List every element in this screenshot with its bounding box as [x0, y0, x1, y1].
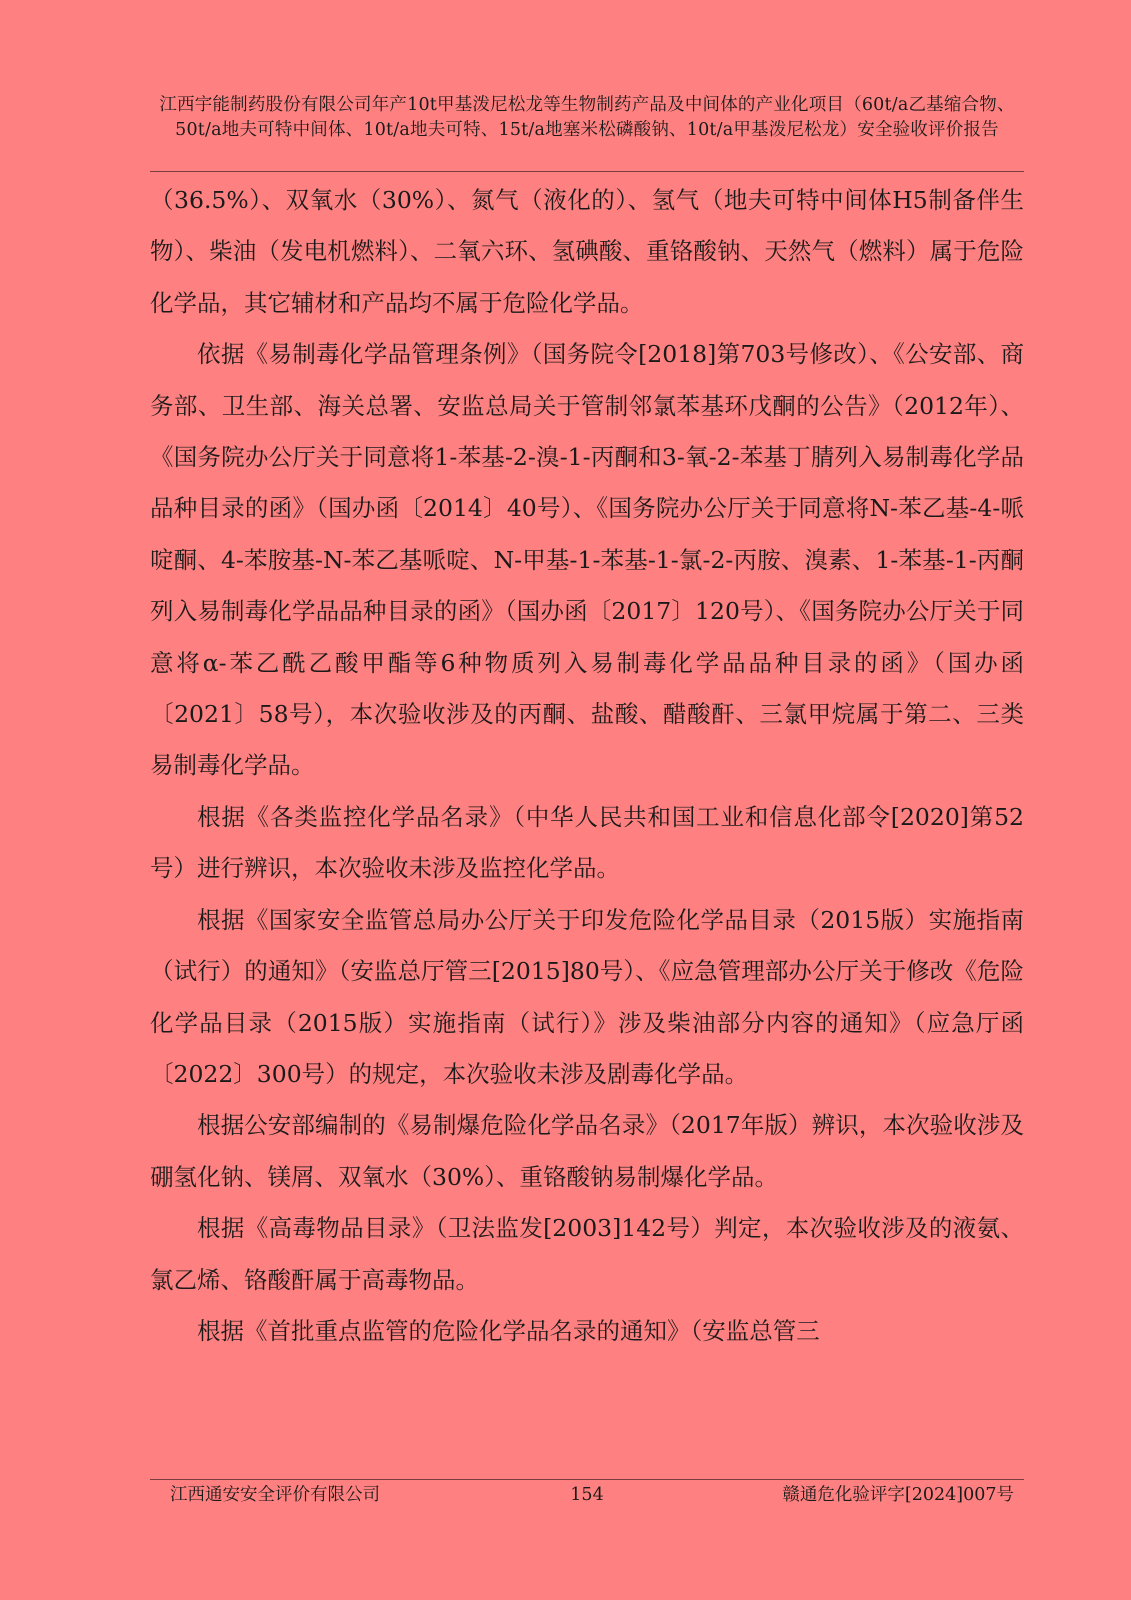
document-number: 赣通危化验评字[2024]007号	[782, 1485, 1014, 1505]
paragraph: 依据《易制毒化学品管理条例》（国务院令[2018]第703号修改）、《公安部、商务部、卫生部、海关总署、安监总局关于管制邻氯苯基环戊酮的公告》（2012年）、《国务院办公厅关于同意将1-苯基-2-溴-1-丙酮和3-氧-2-苯基丁腈列入易制毒化学品品种目录的函》（国办函〔2014〕40号）、《国务院办公厅关于同意将N-苯乙基-4-哌啶酮、4-苯胺基-N-苯乙基哌啶、N-甲基-1-苯基-1-氯-2-丙胺、溴素、1-苯基-1-丙酮列入易制毒化学品品种目录的函》（国办函〔2017〕120号）、《国务院办公厅关于同意将α-苯乙酰乙酸甲酯等6种物质列入易制毒化学品品种目录的函》（国办函〔2021〕58号），本次验收涉及的丙酮、盐酸、醋酸酐、三氯甲烷属于第二、三类易制毒化学品。	[150, 340, 1024, 780]
paragraph: 根据《首批重点监管的危险化学品名录的通知》（安监总管三	[197, 1316, 820, 1345]
paragraph: 根据公安部编制的《易制爆危险化学品名录》（2017年版）辨识，本次验收涉及硼氢化钠、镁屑、双氧水（30%）、重铬酸钠易制爆化学品。	[150, 1111, 1024, 1191]
paragraph: 根据《各类监控化学品名录》（中华人民共和国工业和信息化部令[2020]第52号）进行辨识，本次验收未涉及监控化学品。	[150, 802, 1024, 883]
document-body	[150, 175, 1024, 1357]
page-number: 154	[570, 1485, 604, 1505]
footer-company: 江西通安安全评价有限公司	[170, 1485, 380, 1505]
paragraph: 根据《高毒物品目录》（卫法监发[2003]142号）判定，本次验收涉及的液氨、氯乙烯、铬酸酐属于高毒物品。	[150, 1214, 1024, 1294]
header-divider	[150, 171, 1024, 172]
page-footer	[150, 1482, 1024, 1508]
report-title: 江西宇能制药股份有限公司年产10t甲基泼尼松龙等生物制药产品及中间体的产业化项目（60t/a乙基缩合物、50t/a地夫可特中间体、10t/a地夫可特、15t/a地塞米松磷酸钠、10t/a甲基泼尼松龙）安全验收评价报告	[159, 95, 1015, 140]
footer-divider	[150, 1479, 1024, 1480]
paragraph: （36.5%）、双氧水（30%）、氮气（液化的）、氢气（地夫可特中间体H5制备伴生物）、柴油（发电机燃料）、二氧六环、氢碘酸、重铬酸钠、天然气（燃料）属于危险化学品，其它辅材和产品均不属于危险化学品。	[150, 186, 1024, 317]
page-header	[150, 93, 1024, 143]
paragraph: 根据《国家安全监管总局办公厅关于印发危险化学品目录（2015版）实施指南（试行）的通知》（安监总厅管三[2015]80号）、《应急管理部办公厅关于修改《危险化学品目录（2015版）实施指南（试行）》涉及柴油部分内容的通知》（应急厅函〔2022〕300号）的规定，本次验收未涉及剧毒化学品。	[150, 905, 1024, 1088]
